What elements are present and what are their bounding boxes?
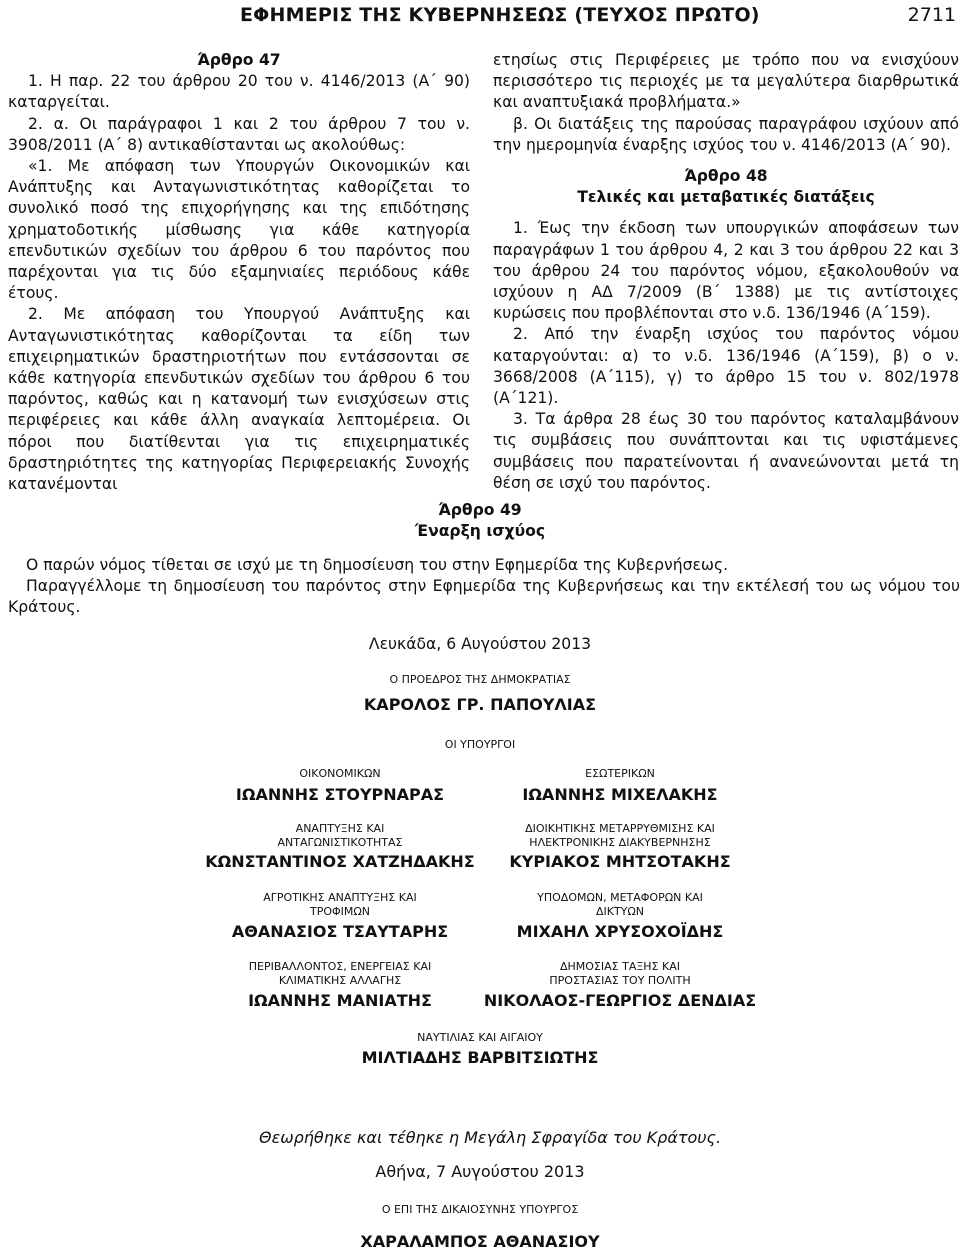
president-name: ΚΑΡΟΛΟΣ ΓΡ. ΠΑΠΟΥΛΙΑΣ	[363, 695, 597, 714]
paragraph-b: β. Οι διατάξεις της παρούσας παραγράφου ισχύουν από την ημερομηνία έναρξης ισχύος του ν. 4146/2013 (Α΄ 90).	[493, 114, 959, 154]
minister-right-1-name: ΙΩΑΝΝΗΣ ΜΙΧΕΛΑΚΗΣ	[522, 785, 718, 804]
minister-right-3-ministry: ΥΠΟΔΟΜΩΝ, ΜΕΤΑΦΟΡΩΝ ΚΑΙ ΔΙΚΤΥΩΝ	[537, 891, 703, 918]
article-48-subtitle: Τελικές και μεταβατικές διατάξεις	[577, 188, 875, 207]
right-column	[493, 50, 959, 494]
page-header	[0, 4, 960, 28]
article-47-paragraph-2: 2. α. Οι παράγραφοι 1 και 2 του άρθρου 7 του ν. 3908/2011 (Α΄ 8) αντικαθίστανται ως ακολούθως:	[8, 114, 470, 154]
article-47-title: Άρθρο 47	[197, 51, 281, 69]
minister-left-4-name: ΙΩΑΝΝΗΣ ΜΑΝΙΑΤΗΣ	[248, 991, 432, 1010]
article-47-paragraph-4: 2. Με απόφαση του Υπουργού Ανάπτυξης και Ανταγωνιστικότητας καθορίζονται τα είδη των επιχειρηματικών δραστηριοτήτων που εντάσσονται σε κάθε κατηγορία επενδυτικών σχεδίων του άρθρου 6 του παρόντος, καθώς και η κατανομή των ενισχύσεων στις περιφέρειες και κάθε άλλη αναγκαία λεπτομέρεια. Οι πόροι που διατίθενται για τις επιχειρηματικές δραστηριότητες της κατηγορίας Περιφερειακής Συνοχής κατανέμονται	[8, 305, 470, 494]
minister-right-3-name: ΜΙΧΑΗΛ ΧΡΥΣΟΧΟΪΔΗΣ	[516, 922, 724, 941]
place-date: Λευκάδα, 6 Αυγούστου 2013	[368, 635, 592, 653]
minister-left-4-ministry: ΠΕΡΙΒΑΛΛΟΝΤΟΣ, ΕΝΕΡΓΕΙΑΣ ΚΑΙ ΚΛΙΜΑΤΙΚΗΣ ΑΛΛΑΓΗΣ	[248, 960, 432, 987]
article-48-paragraph-2: 2. Από την έναρξη ισχύος του παρόντος νόμου καταργούνται: α) το ν.δ. 136/1946 (Α΄159), β) ο ν. 3668/2008 (Α΄115), γ) το άρθρο 15 του ν. 802/1978 (Α΄121).	[493, 325, 959, 408]
minister-right-2-name: ΚΥΡΙΑΚΟΣ ΜΗΤΣΟΤΑΚΗΣ	[509, 852, 731, 871]
article-49-paragraph-2: Παραγγέλλομε τη δημοσίευση του παρόντος στην Εφημερίδα της Κυβερνήσεως και την εκτέλεσή του ως νόμου του Κράτους.	[8, 577, 960, 617]
justice-minister-title: Ο ΕΠΙ ΤΗΣ ΔΙΚΑΙΟΣΥΝΗΣ ΥΠΟΥΡΓΟΣ	[381, 1203, 579, 1216]
minister-left-1-ministry: ΟΙΚΟΝΟΜΙΚΩΝ	[299, 767, 381, 780]
article-48-title: Άρθρο 48	[684, 167, 768, 186]
minister-right-4-name: ΝΙΚΟΛΑΟΣ-ΓΕΩΡΓΙΟΣ ΔΕΝΔΙΑΣ	[483, 991, 757, 1010]
minister-right-2-ministry: ΔΙΟΙΚΗΤΙΚΗΣ ΜΕΤΑΡΡΥΘΜΙΣΗΣ ΚΑΙ ΗΛΕΚΤΡΟΝΙΚΗΣ ΔΙΑΚΥΒΕΡΝΗΣΗΣ	[525, 822, 715, 849]
article-47-paragraph-3: «1. Με απόφαση των Υπουργών Οικονομικών και Ανάπτυξης και Ανταγωνιστικότητας καθορίζεται το συνολικό ποσό της επιχορήγησης και της επιδότησης χρηματοδοτικής μίσθωσης για κάθε κατηγορία επενδυτικών σχεδίων του άρθρου 6 του παρόντος που παρέχονται για τις δύο εξαμηνιαίες περιόδους κάθε έτους.	[8, 157, 470, 303]
minister-left-2-name: ΚΩΝΣΤΑΝΤΙΝΟΣ ΧΑΤΖΗΔΑΚΗΣ	[205, 852, 475, 871]
article-49-body	[8, 555, 960, 619]
president-title: Ο ΠΡΟΕΔΡΟΣ ΤΗΣ ΔΗΜΟΚΡΑΤΙΑΣ	[389, 673, 571, 686]
article-49-paragraph-1: Ο παρών νόμος τίθεται σε ισχύ με τη δημοσίευση του στην Εφημερίδα της Κυβερνήσεως.	[26, 556, 729, 574]
continued-paragraph: ετησίως στις Περιφέρειες με τρόπο που να ενισχύουν περισσότερο τις περιοχές με τα μεγαλύτερα διαρθρωτικά και αναπτυξιακά προβλήματα.»	[493, 51, 959, 112]
ministers-heading: ΟΙ ΥΠΟΥΡΓΟΙ	[444, 738, 516, 751]
article-49-title: Άρθρο 49	[438, 501, 522, 519]
minister-center-ministry: ΝΑΥΤΙΛΙΑΣ ΚΑΙ ΑΙΓΑΙΟΥ	[417, 1031, 543, 1044]
justice-minister-name: ΧΑΡΑΛΑΜΠΟΣ ΑΘΑΝΑΣΙΟΥ	[360, 1232, 600, 1251]
minister-left-1-name: ΙΩΑΝΝΗΣ ΣΤΟΥΡΝΑΡΑΣ	[235, 785, 445, 804]
seal-statement: Θεωρήθηκε και τέθηκε η Μεγάλη Σφραγίδα του Κράτους.	[258, 1128, 722, 1147]
minister-left-3-ministry: ΑΓΡΟΤΙΚΗΣ ΑΝΑΠΤΥΞΗΣ ΚΑΙ ΤΡΟΦΙΜΩΝ	[263, 891, 417, 918]
minister-left-2-ministry: ΑΝΑΠΤΥΞΗΣ ΚΑΙ ΑΝΤΑΓΩΝΙΣΤΙΚΟΤΗΤΑΣ	[277, 822, 403, 849]
article-49-heading	[0, 500, 960, 542]
minister-center-name: ΜΙΛΤΙΑΔΗΣ ΒΑΡΒΙΤΣΙΩΤΗΣ	[361, 1048, 599, 1067]
minister-left-3-name: ΑΘΑΝΑΣΙΟΣ ΤΣΑΥΤΑΡΗΣ	[231, 922, 449, 941]
article-48-paragraph-3: 3. Τα άρθρα 28 έως 30 του παρόντος καταλαμβάνουν τις συμβάσεις που συνάπτονται και τις υφιστάμενες συμβάσεις που παρατείνονται ή ανανεώνονται μετά τη θέση σε ισχύ του παρόντος.	[493, 410, 959, 492]
gazette-title: ΕΦΗΜΕΡΙΣ ΤΗΣ ΚΥΒΕΡΝΗΣΕΩΣ (ΤΕΥΧΟΣ ΠΡΩΤΟ)	[240, 4, 760, 26]
minister-right-4-ministry: ΔΗΜΟΣΙΑΣ ΤΑΞΗΣ ΚΑΙ ΠΡΟΣΤΑΣΙΑΣ ΤΟΥ ΠΟΛΙΤΗ	[549, 960, 691, 987]
article-48-paragraph-1: 1. Έως την έκδοση των υπουργικών αποφάσεων των παραγράφων 1 του άρθρου 4, 2 και 3 του άρθρου 22 και 3 του άρθρου 24 του παρόντος νόμου, εξακολουθούν να ισχύουν η ΑΔ 7/2009 (Β΄ 1388) με τις αντίστοιχες κυρώσεις που προβλέπονται στο ν.δ. 136/1946 (Α΄159).	[493, 219, 959, 323]
seal-place-date: Αθήνα, 7 Αυγούστου 2013	[375, 1162, 585, 1181]
page-number: 2711	[907, 4, 956, 26]
left-column	[8, 50, 470, 495]
minister-right-1-ministry: ΕΣΩΤΕΡΙΚΩΝ	[585, 767, 655, 780]
article-49-subtitle: Έναρξη ισχύος	[414, 522, 546, 541]
article-47-paragraph-1: 1. Η παρ. 22 του άρθρου 20 του ν. 4146/2013 (Α΄ 90) καταργείται.	[8, 72, 470, 112]
